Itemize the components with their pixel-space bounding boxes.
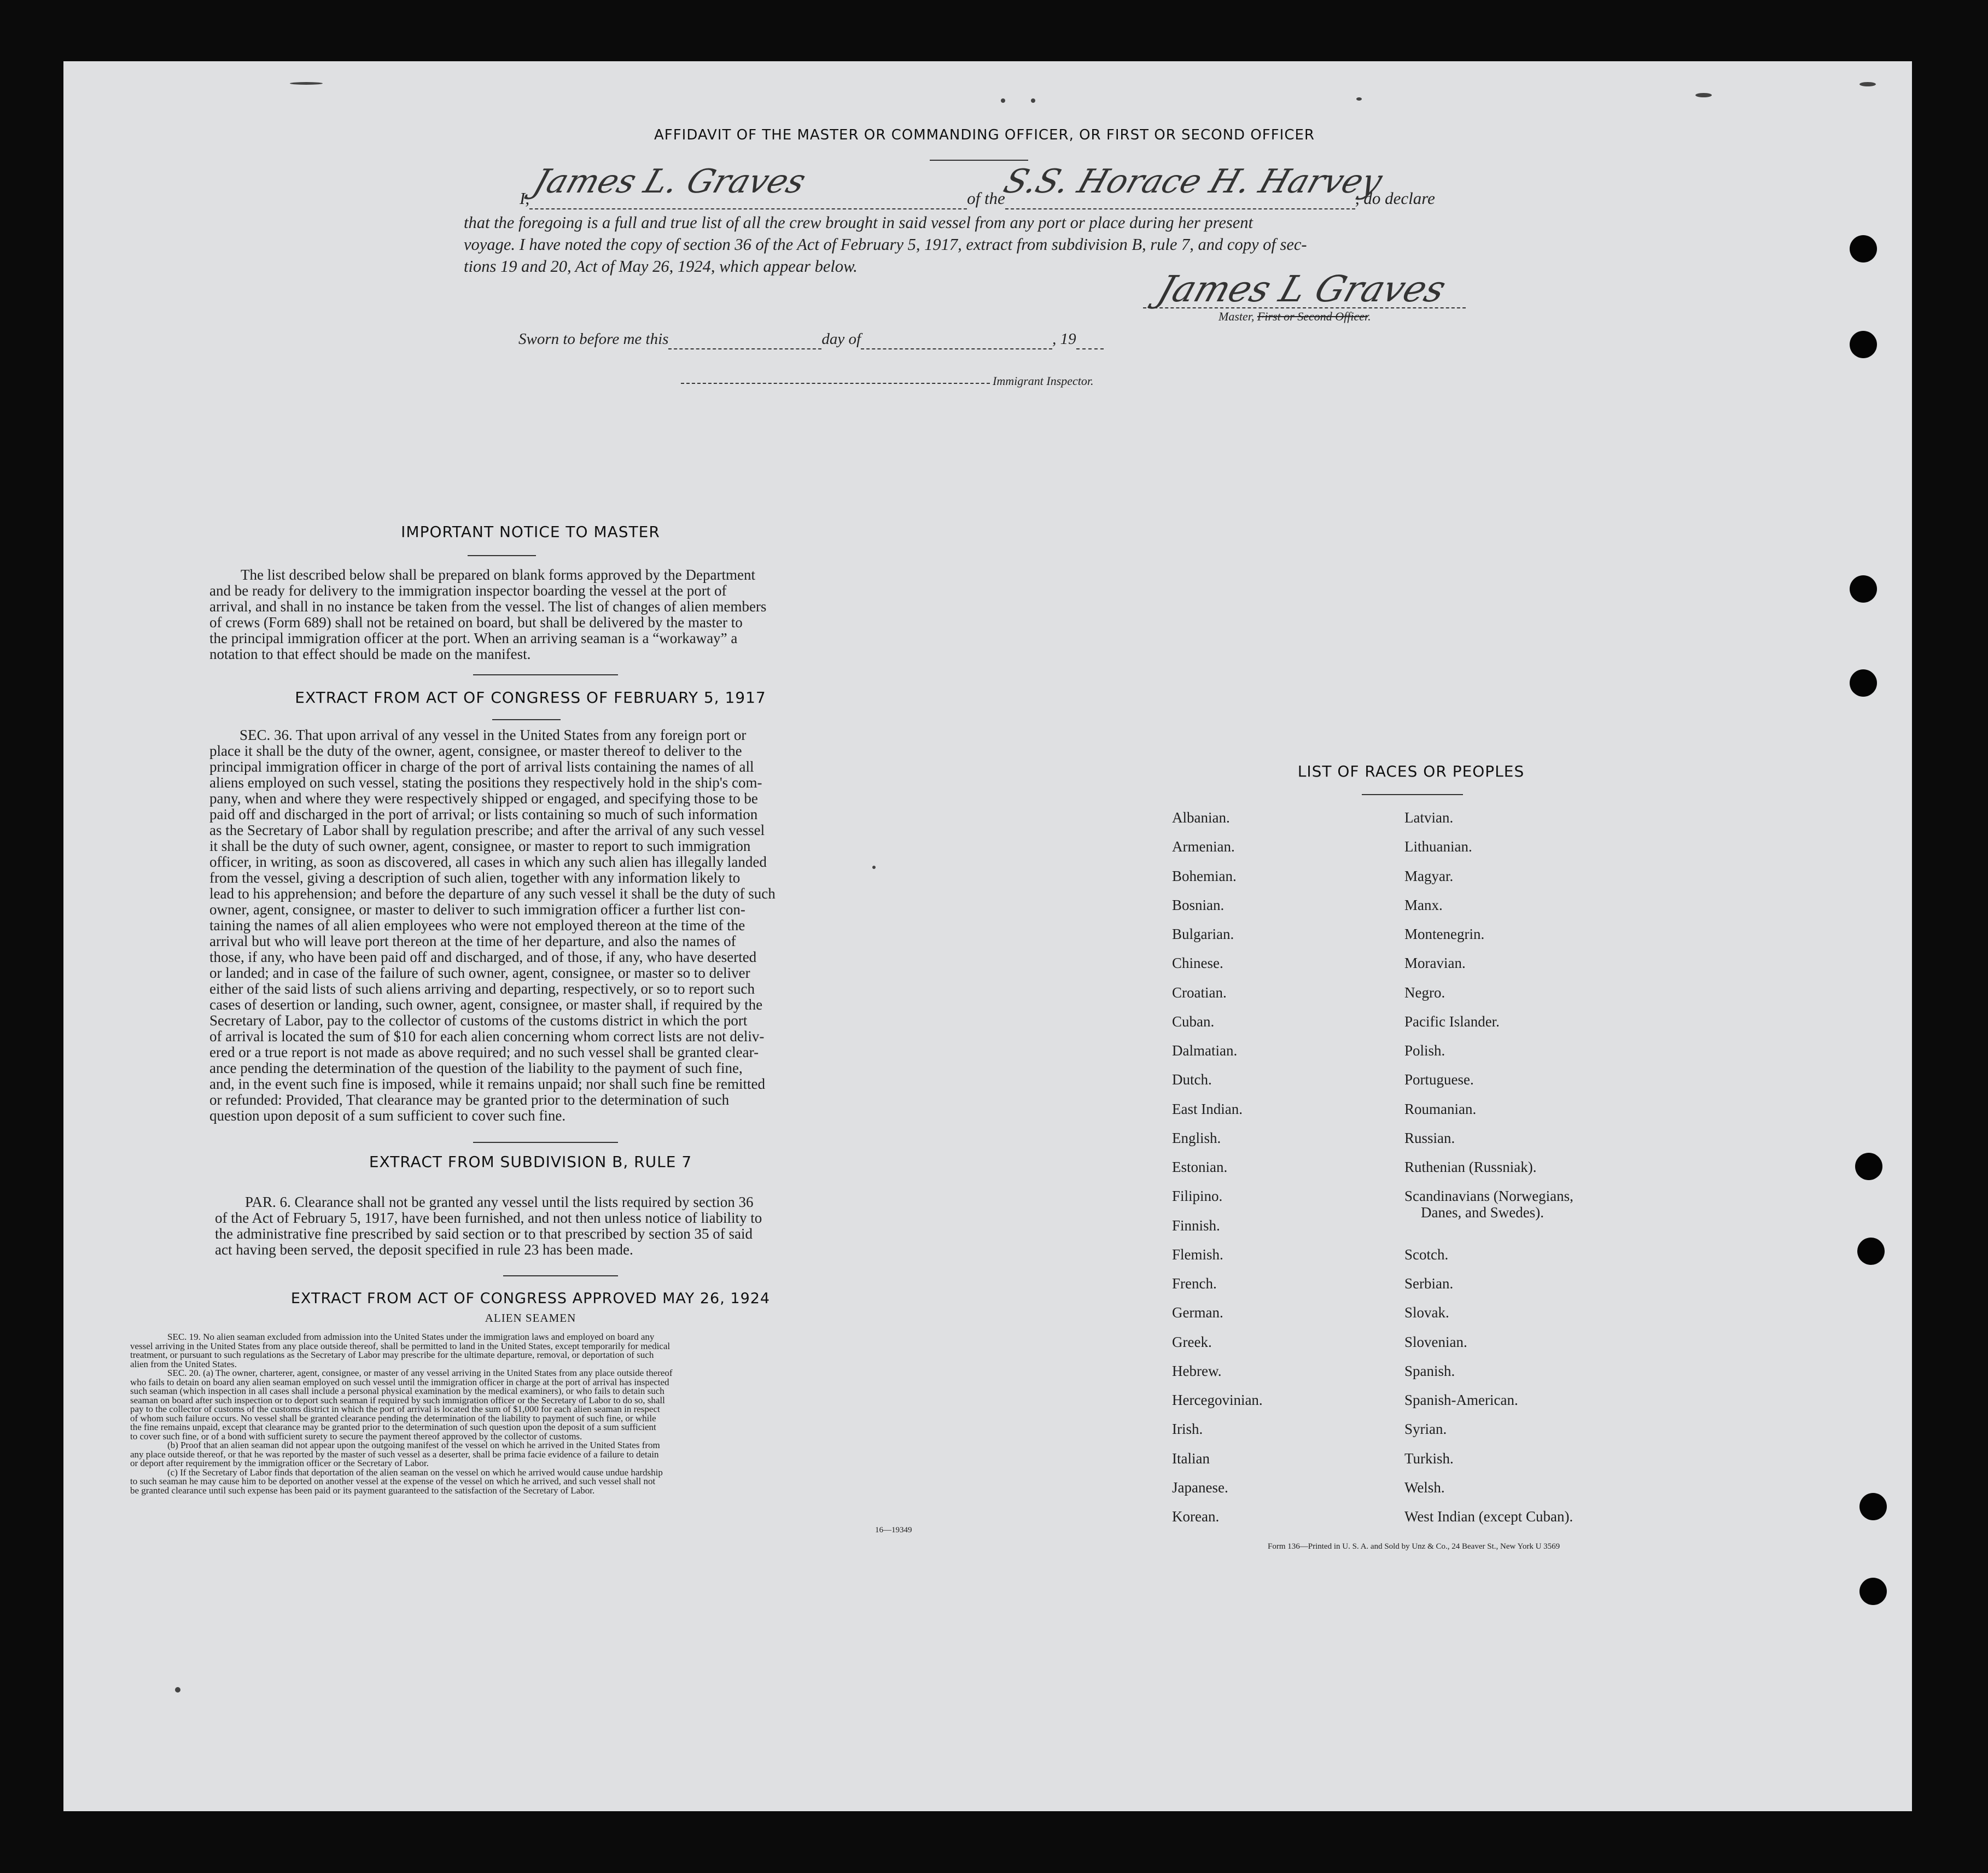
notice-line: arrival, and shall in no instance be taken from the vessel. The list of changes of alien members: [209, 598, 767, 615]
extract-1917-line: paid off and discharged in the port of arrival; or lists containing so much of such information: [209, 806, 758, 822]
extract-1917-line: it shall be the duty of such owner, agent, consignee, or master to report to such immigration: [209, 838, 751, 854]
notice-title-rule: [468, 555, 536, 556]
extract-1917-line: as the Secretary of Labor shall by regulation prescribe; and after the arrival of any such vessel: [209, 822, 765, 838]
extract-1924-line: who fails to detain on board any alien seaman employed on such vessel until the immigration officer in charge at the port of arrival has inspected: [130, 1376, 669, 1387]
extract-1917-line: ance pending the determination of the question of the liability to the payment of such fine,: [209, 1060, 743, 1076]
extract-1924-line: pay to the collector of customs of the customs district in which the port of arrival is located the sum of $1,000 for each alien seaman in respect: [130, 1404, 660, 1414]
extract-1917-line: and, in the event such fine is imposed, while it remains unpaid; nor shall such fine be remitted: [209, 1076, 766, 1092]
year-label: , 19: [1052, 330, 1076, 348]
races-title: LIST OF RACES OR PEOPLES: [1297, 762, 1525, 780]
race-item: Hercegovinian.: [1172, 1392, 1263, 1408]
race-item: Welsh.: [1404, 1479, 1445, 1496]
extract-1924-line: alien from the United States.: [130, 1358, 237, 1369]
race-item: Dalmatian.: [1172, 1042, 1238, 1059]
punch-hole: [1850, 669, 1877, 697]
affidavit-title: AFFIDAVIT OF THE MASTER OR COMMANDING OFFICER, OR FIRST OR SECOND OFFICER: [654, 127, 1315, 143]
notice-line: of crews (Form 689) shall not be retained on board, but shall be delivered by the master to: [209, 614, 743, 631]
race-item: Russian.: [1404, 1130, 1455, 1146]
rule7-body: [215, 1194, 836, 1258]
race-item: Polish.: [1404, 1042, 1445, 1059]
race-item: Ruthenian (Russniak).: [1404, 1159, 1537, 1175]
extract-1917-line: of arrival is located the sum of $10 for each alien concerning whom correct lists are not deliv-: [209, 1028, 765, 1045]
race-item: German.: [1172, 1304, 1223, 1321]
punch-hole: [1859, 1493, 1887, 1520]
punch-hole: [1850, 331, 1877, 358]
race-item: Pacific Islander.: [1404, 1013, 1500, 1030]
affidavit-line-4: tions 19 and 20, Act of May 26, 1924, which appear below.: [464, 257, 858, 276]
race-item: Slovenian.: [1404, 1334, 1467, 1350]
race-item: Moravian.: [1404, 955, 1466, 971]
race-item: Estonian.: [1172, 1159, 1228, 1175]
extract-1917-line: either of the said lists of such aliens arriving and departing, respectively, or so to report such: [209, 981, 755, 997]
race-item: Scotch.: [1404, 1246, 1449, 1263]
inspector-label: Immigrant Inspector.: [993, 374, 1094, 388]
sworn-day-field[interactable]: [668, 330, 821, 349]
affidavit-i: I,: [520, 189, 530, 208]
extract-1917-line: officer, in writing, as soon as discovered, all cases in which any such alien has illegally landed: [209, 854, 767, 870]
extract-1924-line: to cover such fine, or of a bond with sufficient surety to secure the payment thereof approved by the collector of customs.: [130, 1431, 582, 1442]
notice-line: The list described below shall be prepared on blank forms approved by the Department: [241, 567, 755, 583]
race-item: Scandinavians (Norwegians,: [1404, 1188, 1573, 1204]
master-name-handwriting: James L. Graves: [528, 162, 811, 201]
extract-1917-line: question upon deposit of a sum sufficient to cover such fine.: [209, 1107, 566, 1124]
extract-1924-line: (c) If the Secretary of Labor finds that deportation of the alien seaman on the vessel on which he arrived would cause undue hardship: [167, 1467, 663, 1478]
extract-1917-line: place it shall be the duty of the owner, agent, consignee, or master thereof to deliver to the: [209, 743, 742, 759]
master-label: Master,: [1219, 310, 1255, 323]
race-item: Latvian.: [1404, 809, 1454, 826]
extract-1917-line: SEC. 36. That upon arrival of any vessel in the United States from any foreign port or: [240, 727, 747, 743]
sworn-line: [518, 330, 1104, 349]
master-name-field[interactable]: [528, 162, 967, 209]
rule7-line: the administrative fine prescribed by said section or to that prescribed by section 35 of said: [215, 1226, 753, 1242]
extract-1924-line: the fine remains unpaid, except that clearance may be granted prior to the determination of such question upon the deposit of a sum sufficient: [130, 1422, 656, 1432]
struck-officer-label: First or Second Officer: [1257, 310, 1368, 323]
rule7-line: act having been served, the deposit specified in rule 23 has been made.: [215, 1241, 633, 1258]
race-item: Syrian.: [1404, 1421, 1447, 1437]
extract-1924-line: vessel arriving in the United States from any place outside thereof, shall be permitted to land in the United States, except temporarily for medical: [130, 1340, 671, 1351]
notice-title: IMPORTANT NOTICE TO MASTER: [401, 523, 660, 541]
extract-1917-line: taining the names of all alien employees who were not employed thereon at the time of the: [209, 917, 745, 933]
extract-1924-body: [130, 1333, 923, 1495]
race-item: Serbian.: [1404, 1275, 1454, 1292]
sworn-month-field[interactable]: [861, 330, 1052, 349]
extract-1924-line: to such seaman he may cause him to be deported on another vessel at the expense of the vessel on which he arrived, and such vessel shall not: [130, 1476, 656, 1486]
extract-1917-rule: [492, 719, 561, 720]
race-item: Armenian.: [1172, 838, 1235, 855]
form-code: 16—19349: [875, 1526, 912, 1534]
race-item: Spanish-American.: [1404, 1392, 1518, 1408]
printer-footer: Form 136—Printed in U. S. A. and Sold by Unz & Co., 24 Beaver St., New York U 3569: [1268, 1542, 1560, 1551]
race-item: Finnish.: [1172, 1217, 1220, 1234]
race-item: Japanese.: [1172, 1479, 1228, 1496]
race-item: Filipino.: [1172, 1188, 1223, 1204]
race-item: Magyar.: [1404, 868, 1454, 884]
extract-1924-subtitle: ALIEN SEAMEN: [485, 1311, 576, 1324]
extract-1924-line: SEC. 20. (a) The owner, charterer, agent, consignee, or master of any vessel arriving in the United States from any place outside thereof: [167, 1368, 673, 1378]
extract-1917-line: owner, agent, consignee, or master to deliver to such immigration officer a further list con-: [209, 901, 745, 918]
extract-1924-line: or deport after requirement by the immigration officer or the Secretary of Labor.: [130, 1458, 429, 1468]
race-item: Cuban.: [1172, 1013, 1215, 1030]
extract-1917-line: pany, when and where they were respectively shipped or engaged, and specifying those to be: [209, 790, 758, 807]
punch-hole: [1859, 1578, 1887, 1605]
of-the-label: of the: [967, 189, 1005, 208]
signature-line: [1143, 307, 1466, 308]
sworn-year-field[interactable]: [1076, 330, 1104, 349]
extract-1924-line: of whom such failure occurs. No vessel shall be granted clearance pending the determination of the liability to payment of such fine, or while: [130, 1413, 656, 1423]
signer-title: Master, First or Second Officer.: [1219, 310, 1371, 323]
race-item: Spanish.: [1404, 1363, 1455, 1379]
extract-1917-line: arrival but who will leave port thereon at the time of her departure, and also the names of: [209, 933, 736, 949]
extract-1924-line: SEC. 19. No alien seaman excluded from admission into the United States under the immigration laws and employed on board any: [167, 1332, 655, 1342]
affidavit-line-1: [520, 162, 1499, 209]
punch-hole: [1857, 1238, 1885, 1265]
punch-hole: [1850, 575, 1877, 603]
day-of-label: day of: [821, 330, 861, 348]
race-item: English.: [1172, 1130, 1221, 1146]
extract-1917-line: lead to his apprehension; and before the departure of any such vessel it shall be the duty of such: [209, 885, 776, 902]
vessel-name-handwriting: S.S. Horace H. Harvey: [999, 162, 1387, 201]
race-item: Roumanian.: [1404, 1101, 1477, 1117]
extract-1917-line: ered or a true report is not made as above required; and no such vessel shall be granted clear-: [209, 1044, 759, 1060]
extract-1917-line: principal immigration officer in charge of the port of arrival lists containing the names of all: [209, 758, 754, 775]
notice-line: notation to that effect should be made on the manifest.: [209, 646, 531, 662]
race-item: Manx.: [1404, 897, 1443, 913]
master-signature: James L Graves: [1152, 268, 1451, 310]
extract-1924-line: seaman on board after such inspection or to deport such seaman if required by such immigration officer or the Secretary of Labor to do so, shall: [130, 1394, 665, 1405]
race-item: Bulgarian.: [1172, 926, 1234, 942]
punch-hole: [1855, 1153, 1882, 1180]
races-title-rule: [1362, 794, 1463, 795]
extract-1917-title: EXTRACT FROM ACT OF CONGRESS OF FEBRUARY 5, 1917: [295, 688, 766, 707]
race-item: Hebrew.: [1172, 1363, 1222, 1379]
rule7-title: EXTRACT FROM SUBDIVISION B, RULE 7: [369, 1153, 692, 1171]
inspector-signature-line[interactable]: [681, 383, 990, 384]
extract-1917-line: or refunded: Provided, That clearance may be granted prior to the determination of such: [209, 1092, 730, 1108]
affidavit-line-3: voyage. I have noted the copy of section 36 of the Act of February 5, 1917, extract from subdivision B, rule 7, and copy of sec-: [464, 235, 1307, 254]
section-divider: [473, 674, 618, 675]
sworn-label: Sworn to before me this: [518, 330, 669, 348]
race-item: East Indian.: [1172, 1101, 1243, 1117]
do-declare-label: , do declare: [1355, 189, 1435, 208]
race-item: Bosnian.: [1172, 897, 1225, 913]
vessel-name-field[interactable]: [999, 162, 1387, 209]
race-item: Albanian.: [1172, 809, 1230, 826]
race-item: Croatian.: [1172, 984, 1227, 1001]
extract-1924-title: EXTRACT FROM ACT OF CONGRESS APPROVED MAY 26, 1924: [290, 1290, 771, 1307]
extract-1924-line: be granted clearance until such expense has been paid or its payment guaranteed to the satisfaction of the Secretary of Labor.: [130, 1485, 595, 1496]
extract-1917-body: [209, 727, 833, 1124]
rule7-line: of the Act of February 5, 1917, have been furnished, and not then unless notice of liability to: [215, 1210, 762, 1226]
notice-line: the principal immigration officer at the port. When an arriving seaman is a “workaway” a: [209, 630, 738, 646]
race-item: Portuguese.: [1404, 1071, 1474, 1088]
extract-1924-line: treatment, or pursuant to such regulations as the Secretary of Labor may prescribe for the ultimate departure, removal, or deportation of such: [130, 1350, 654, 1360]
race-item: Dutch.: [1172, 1071, 1212, 1088]
extract-1924-line: (b) Proof that an alien seaman did not appear upon the outgoing manifest of the vessel on which he arrived in the United States from: [167, 1440, 660, 1450]
extract-1924-line: such seaman (which inspection in all cases shall include a personal physical examination by the medical examiners), or who fails to detain such: [130, 1386, 664, 1396]
notice-line: and be ready for delivery to the immigration inspector boarding the vessel at the port of: [209, 582, 727, 599]
section-divider: [503, 1275, 618, 1276]
extract-1917-line: or landed; and in case of the failure of such owner, agent, consignee, or master so to deliver: [209, 965, 750, 981]
extract-1924-line: any place outside thereof, or that he was reported by the master of such vessel as a deserter, shall be prima facie evidence of a failure to detain: [130, 1449, 659, 1460]
race-item: Italian: [1172, 1450, 1210, 1467]
race-item: Montenegrin.: [1404, 926, 1485, 942]
section-divider: [473, 1142, 618, 1143]
race-item: Flemish.: [1172, 1246, 1223, 1263]
rule7-line: PAR. 6. Clearance shall not be granted any vessel until the lists required by section 36: [245, 1194, 754, 1210]
race-item: Greek.: [1172, 1334, 1212, 1350]
race-item: French.: [1172, 1275, 1217, 1292]
extract-1917-line: aliens employed on such vessel, stating the positions they respectively hold in the ship's com-: [209, 774, 762, 791]
punch-hole: [1850, 235, 1877, 262]
affidavit-line-2: that the foregoing is a full and true list of all the crew brought in said vessel from any port or place during her present: [464, 213, 1254, 232]
extract-1917-line: from the vessel, giving a description of such alien, together with any information likely to: [209, 870, 741, 886]
race-item: Negro.: [1404, 984, 1445, 1001]
race-item: Danes, and Swedes).: [1421, 1204, 1544, 1221]
race-item: Slovak.: [1404, 1304, 1449, 1321]
affidavit-title-rule: [930, 160, 1028, 161]
race-item: Lithuanian.: [1404, 838, 1472, 855]
race-item: Korean.: [1172, 1508, 1220, 1525]
race-item: Turkish.: [1404, 1450, 1454, 1467]
notice-body: [209, 567, 830, 662]
race-item: Bohemian.: [1172, 868, 1237, 884]
race-item: Irish.: [1172, 1421, 1203, 1437]
race-item: West Indian (except Cuban).: [1404, 1508, 1573, 1525]
extract-1917-line: those, if any, who have been paid off and discharged, and of those, if any, who have deserted: [209, 949, 757, 965]
extract-1917-line: cases of desertion or landing, such owner, agent, consignee, or master shall, if required by the: [209, 996, 763, 1013]
race-item: Chinese.: [1172, 955, 1223, 971]
extract-1917-line: Secretary of Labor, pay to the collector of customs of the customs district in which the port: [209, 1012, 748, 1029]
